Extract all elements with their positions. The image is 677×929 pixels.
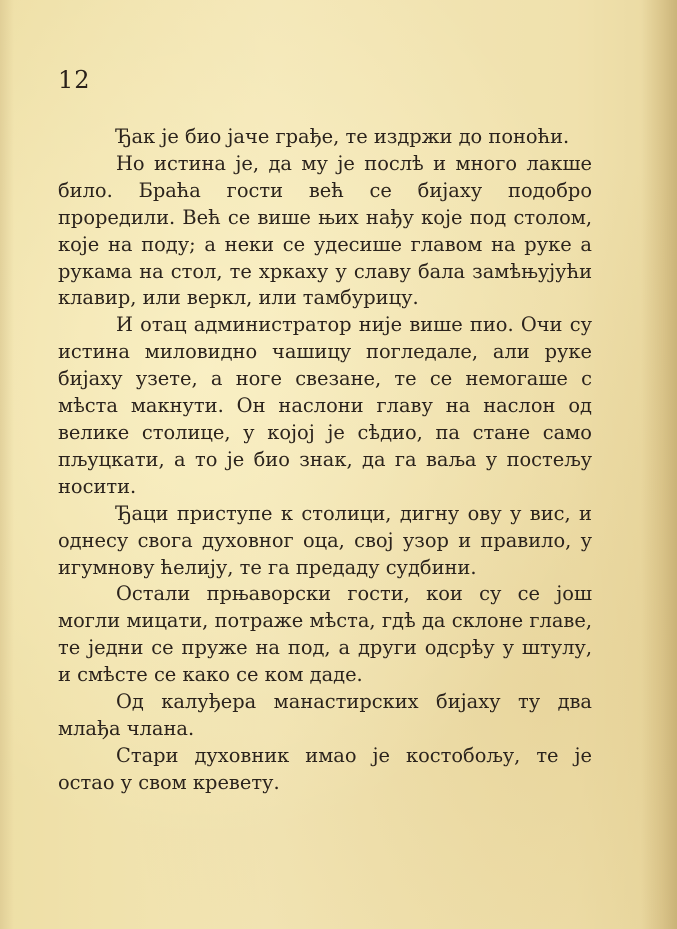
page-left-edge <box>0 0 14 929</box>
paragraph: Ђаци приступе к столици, дигну ову у вис, и однесу свога духовног оца, свој узор и правило, у игумнову ћелију, те га предаду судбини. <box>58 501 592 579</box>
page-right-edge <box>641 0 677 929</box>
paragraph: Од калуђера манастирских бијаху ту два млађа члана. <box>58 690 592 740</box>
page-number: 12 <box>58 66 91 94</box>
paragraph: И отац администратор није више пио. Очи су истина миловидно чашицу погледале, али руке бијаху узете, а ноге свезане, те се немогаше с мѣста макнути. Он наслони главу на наслон од велике столице, у којој је сѣдио, па стане само пљуцкати, а то је био знак, да га ваља у постељу носити. <box>58 313 592 498</box>
paragraph: Остали прњаворски гости, кои су се још могли мицати, потраже мѣста, гдѣ да склоне главе, те једни се пруже на под, а други одсрѣу у штулу, и смѣсте се како се ком даде. <box>58 582 592 687</box>
paragraph: Стари духовник имао је костобољу, те је остао у свом кревету. <box>58 743 592 794</box>
paragraph: Но истина је, да му је послѣ и много лакше било. Браћа гости већ се бијаху подобро проредили. Већ се више њих нађу које под столом, које на поду; а неки се удесише главом на руке а рукама на стол, те хркаху у славу бала замѣњујући клавир, или веркл, или тамбурицу. <box>58 151 592 310</box>
page-body-text <box>58 124 592 797</box>
paragraph: Ђак је био јаче грађе, те издржи до поноћи. <box>116 125 570 148</box>
